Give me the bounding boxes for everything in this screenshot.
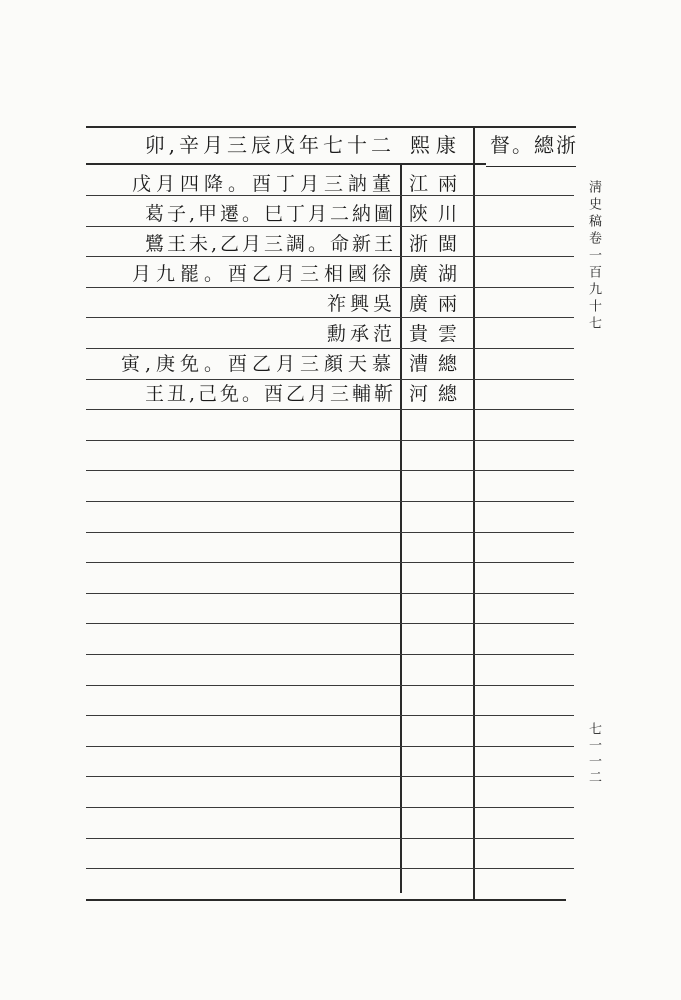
row-8-region: 河總 — [408, 383, 467, 405]
row-rule — [86, 593, 574, 594]
row-rule — [86, 562, 574, 563]
row-rule — [86, 868, 574, 869]
header-reign: 熙康 — [410, 133, 462, 157]
row-4-region: 廣湖 — [408, 263, 467, 285]
row-1-region: 江兩 — [408, 173, 467, 195]
row-rule — [86, 409, 574, 410]
row-rule — [86, 532, 574, 533]
row-5-main: 祚興吳 — [326, 293, 396, 315]
row-rule — [86, 776, 574, 777]
row-7-main: 寅,庚免。酉乙月三顏天慕 — [120, 353, 396, 375]
table-bottom-border — [86, 899, 566, 901]
table-top-border — [86, 126, 576, 128]
row-rule — [86, 746, 574, 747]
row-3-region: 浙閩 — [408, 233, 467, 255]
row-rule — [86, 685, 574, 686]
row-5-region: 廣兩 — [408, 293, 467, 315]
page-number: 七一一二 — [586, 722, 601, 786]
row-rule — [86, 715, 574, 716]
row-rule — [86, 838, 574, 839]
header-bottom-rule — [86, 163, 486, 165]
row-rule — [86, 501, 574, 502]
row-rule — [86, 654, 574, 655]
row-6-region: 貴雲 — [408, 323, 467, 345]
table-divider-office — [473, 128, 475, 899]
row-rule — [86, 623, 574, 624]
office-header-rule — [486, 166, 576, 167]
header-office: 督。總浙 — [490, 133, 578, 157]
row-4-main: 月九罷。酉乙月三相國徐 — [131, 263, 396, 285]
row-2-main: 葛子,甲遷。巳丁月二納圖 — [144, 203, 396, 225]
book-title: 淸史稿卷一百九十七 — [586, 180, 601, 333]
table-divider-main — [400, 165, 402, 893]
row-7-region: 漕總 — [408, 353, 467, 375]
row-rule — [86, 470, 574, 471]
row-2-region: 陝川 — [408, 203, 467, 225]
row-6-main: 勳承范 — [326, 323, 396, 345]
header-main-text: 卯,辛月三辰戊年七十二 — [144, 133, 395, 157]
row-rule — [86, 440, 574, 441]
row-8-main: 王丑,己免。酉乙月三輔靳 — [144, 383, 396, 405]
row-rule — [86, 807, 574, 808]
row-1-main: 戊月四降。酉丁月三訥董 — [131, 173, 396, 195]
row-3-main: 鷺王未,乙月三調。命新王 — [144, 233, 396, 255]
